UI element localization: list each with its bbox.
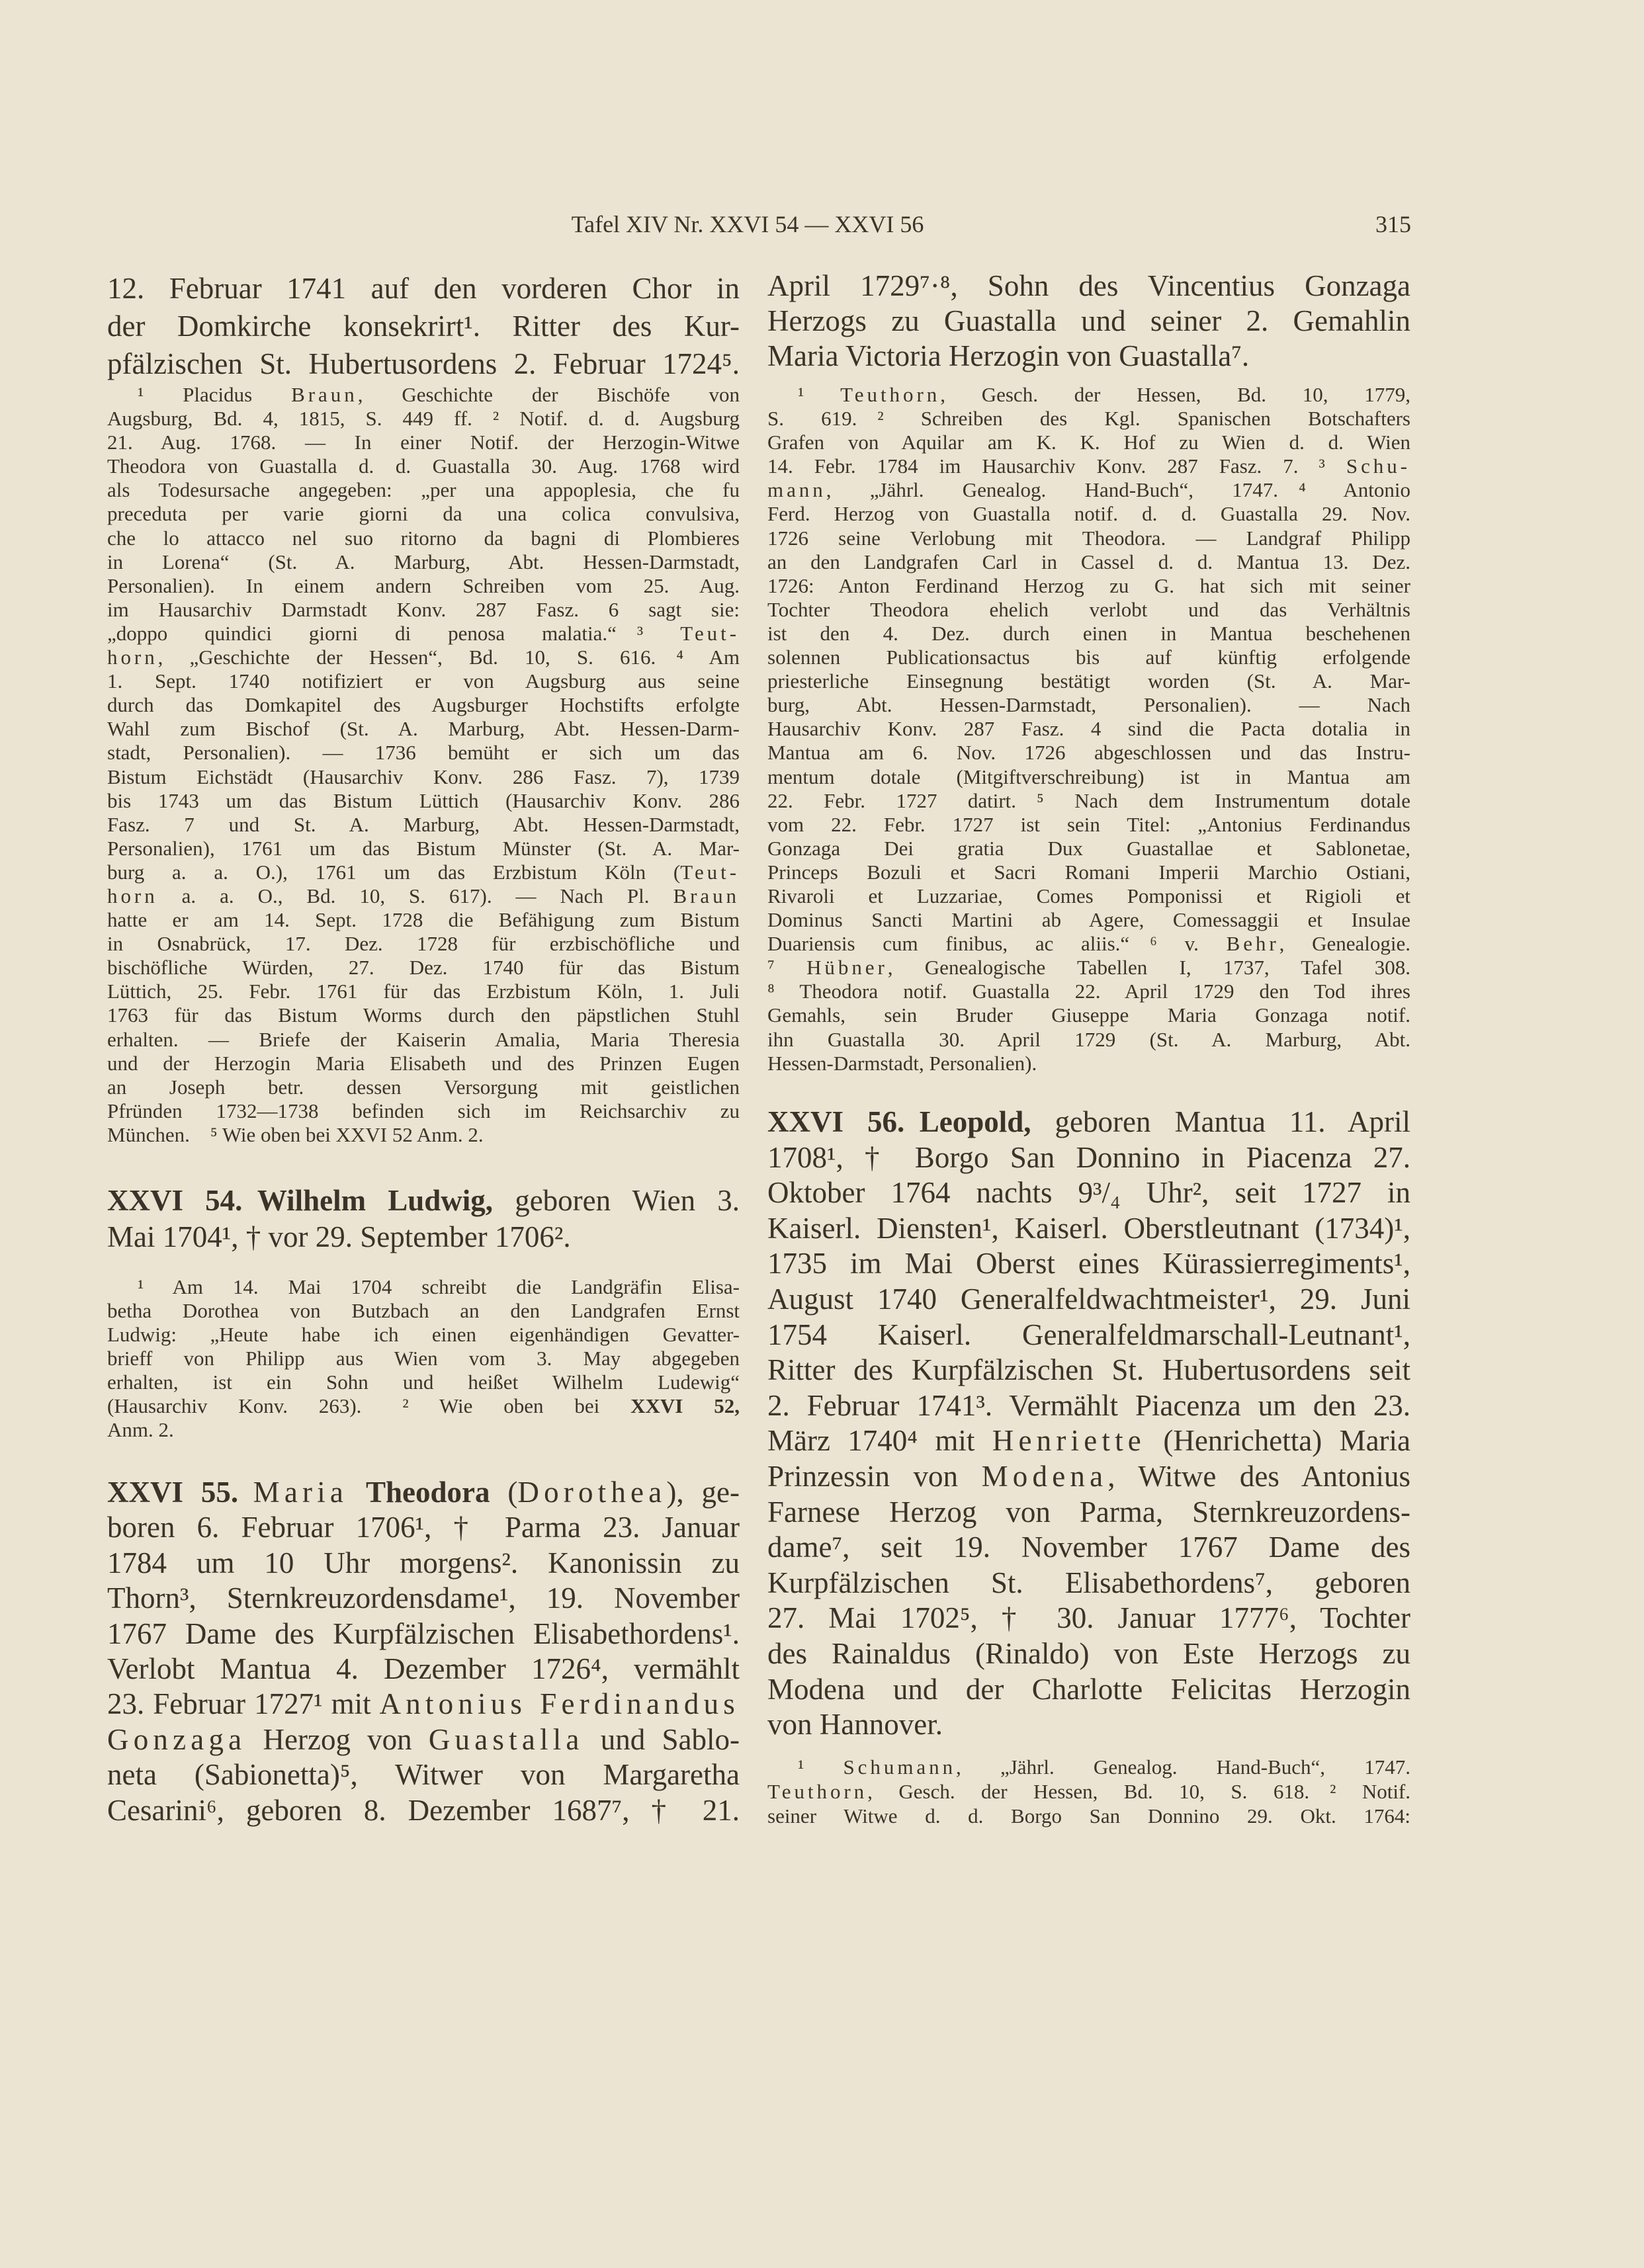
letterspaced-name: Schumann xyxy=(843,1755,957,1779)
entry-xxvi-55-continuation xyxy=(767,269,1410,374)
footnotes-xxvi-53 xyxy=(107,383,740,1147)
text-line: 1754 Kaiserl. Generalfeldmarschall-Leutnant¹, xyxy=(767,1318,1410,1351)
text-run: , „Jährl. Genealog. Hand-Buch“, 1747. xyxy=(956,1755,1410,1779)
text-line: 12. Februar 1741 auf den vorderen Chor in xyxy=(107,272,740,305)
text-line: Lüttich, 25. Febr. 1761 für das Erzbistum Köln, 1. Juli xyxy=(107,980,740,1003)
text-line: Ritter des Kurpfälzischen St. Hubertusordens seit xyxy=(767,1353,1410,1387)
text-run: , Witwe des Antonius xyxy=(1107,1459,1410,1493)
text-line: Anm. 2. xyxy=(107,1418,174,1441)
text-run: ), ge- xyxy=(666,1476,740,1509)
text-line: vom 22. Febr. 1727 ist sein Titel: „Antonius Ferdinandus xyxy=(767,812,1410,836)
text-run: , „Jährl. Genealog. Hand-Buch“, 1747. ⁴ Antonio xyxy=(826,478,1410,502)
letterspaced-name: Teuthorn xyxy=(840,383,941,406)
text-line: in Osnabrück, 17. Dez. 1728 für erzbischöfliche und xyxy=(107,932,740,956)
text-run: , Genealogische Tabellen I, 1737, Tafel 308. xyxy=(887,956,1410,980)
text-line: Verlobt Mantua 4. Dezember 1726⁴, vermählt xyxy=(107,1652,740,1685)
text-line xyxy=(107,1394,740,1418)
text-line: Rivaroli et Luzzariae, Comes Pomponissi et Rigioli et xyxy=(767,884,1410,907)
letterspaced-name: Braun xyxy=(291,383,358,406)
text-line: und der Herzogin Maria Elisabeth und des Prinzen Eugen xyxy=(107,1051,740,1075)
text-run: geboren Wien 3. xyxy=(493,1184,740,1217)
text-line: Mantua am 6. Nov. 1726 abgeschlossen und das Instru- xyxy=(767,741,1410,765)
text-line xyxy=(107,383,740,407)
text-line xyxy=(767,478,1410,502)
text-line: 1735 im Mai Oberst eines Kürassierregiments¹, xyxy=(767,1247,1410,1281)
text-line: ⁸ Theodora notif. Guastalla 22. April 1729 den Tod ihres xyxy=(767,980,1410,1003)
entry-xxvi-55 xyxy=(107,1475,740,1828)
letterspaced-name: Braun xyxy=(673,884,740,907)
text-line xyxy=(107,884,740,908)
text-line: 21. Aug. 1768. — In einer Notif. der Herzogin-Witwe xyxy=(107,431,740,454)
text-run xyxy=(348,1476,366,1509)
text-run: burg a. a. O.), 1761 um das Erzbistum Köln ( xyxy=(107,860,681,884)
text-run: und Sablo- xyxy=(584,1722,740,1756)
text-line: solennen Publicationsactus bis auf künftig erfolgende xyxy=(767,646,1410,669)
text-run: (Henrichetta) Maria xyxy=(1145,1424,1410,1458)
text-line xyxy=(107,622,740,646)
text-line: che lo attacco nel suo ritorno da bagni di Plombieres xyxy=(107,526,740,550)
text-line: 2. Februar 1741³. Vermählt Piacenza um den 23. xyxy=(767,1388,1410,1422)
text-line: erhalten, ist ein Sohn und heißet Wilhelm Ludewig“ xyxy=(107,1370,740,1394)
text-line xyxy=(767,932,1410,956)
footnotes-xxvi-54 xyxy=(107,1275,740,1442)
text-line: Gemahls, sein Bruder Giuseppe Maria Gonzaga notif. xyxy=(767,1003,1410,1027)
letterspaced-name: Hübner xyxy=(806,956,888,980)
text-line: priesterliche Einsegnung bestätigt worden (St. A. Mar- xyxy=(767,669,1410,693)
text-line: 1767 Dame des Kurpfälzischen Elisabethordens¹. xyxy=(107,1617,740,1650)
letterspaced-name: Behr xyxy=(1226,932,1279,956)
text-line: Grafen von Aquilar am K. K. Hof zu Wien d. d. Wien xyxy=(767,431,1410,454)
text-run: , „Geschichte der Hessen“, Bd. 10, S. 616. ⁴ Am xyxy=(157,646,740,669)
text-run: ⁷ xyxy=(767,956,807,980)
text-line: Kaiserl. Diensten¹, Kaiserl. Oberstleutnant (1734)¹, xyxy=(767,1211,1410,1245)
text-line: 1726: Anton Ferdinand Herzog zu G. hat sich mit seiner xyxy=(767,573,1410,597)
text-line: ¹ Am 14. Mai 1704 schreibt die Landgräfin Elisa- xyxy=(138,1275,740,1298)
text-line: boren 6. Februar 1706¹, † Parma 23. Januar xyxy=(107,1511,740,1544)
text-line: pfälzischen St. Hubertusordens 2. Februar 1724⁵. xyxy=(107,347,740,380)
text-line xyxy=(767,1755,1410,1779)
text-line: betha Dorothea von Butzbach an den Landgrafen Ernst xyxy=(107,1299,740,1322)
text-line xyxy=(767,956,1410,980)
text-line: an Joseph betr. dessen Versorgung mit geistlichen xyxy=(107,1075,740,1099)
text-line: preceduta per varie giorni da una colica convulsiva, xyxy=(107,502,740,526)
text-line: München. ⁵ Wie oben bei XXVI 52 Anm. 2. xyxy=(107,1122,484,1146)
text-line: dame⁷, seit 19. November 1767 Dame des xyxy=(767,1531,1410,1564)
entry-xxvi-54 xyxy=(107,1183,740,1255)
text-run: 23. Februar 1727¹ mit xyxy=(107,1687,380,1721)
text-run: „doppo quindici giorni di penosa malatia.“ ³ xyxy=(107,621,681,645)
letterspaced-name: Dorothea xyxy=(517,1476,667,1509)
text-line: Oktober 1764 nachts 9³/₄ Uhr², seit 1727 in xyxy=(767,1176,1410,1210)
text-line: durch das Domkapitel des Augsburger Hochstifts erfolgte xyxy=(107,693,740,717)
bold-text: XXVI 54. Wilhelm Ludwig, xyxy=(107,1184,494,1217)
text-line xyxy=(767,1105,1410,1140)
text-line: Hausarchiv Konv. 287 Fasz. 4 sind die Pacta dotalia in xyxy=(767,717,1410,741)
footnotes-xxvi-56 xyxy=(767,1755,1410,1828)
text-run: , Gesch. der Hessen, Bd. 10, 1779, xyxy=(940,383,1411,406)
text-line: mentum dotale (Mitgiftverschreibung) ist in Mantua am xyxy=(767,765,1410,788)
entry-xxvi-56 xyxy=(767,1105,1410,1743)
text-line: Pfründen 1732—1738 befinden sich im Reichsarchiv zu xyxy=(107,1099,740,1122)
text-line: Princeps Bozuli et Sacri Romani Imperii Marchio Ostiani, xyxy=(767,860,1410,884)
text-line xyxy=(107,861,740,884)
text-line: Personalien), 1761 um das Bistum Münster (St. A. Mar- xyxy=(107,836,740,860)
text-run: Prinzessin von xyxy=(767,1459,982,1493)
paragraph-continuation-xxvi-53 xyxy=(107,270,740,383)
text-line: Dominus Sancti Martini ab Agere, Comessaggii et Insulae xyxy=(767,908,1410,932)
bold-text: Theodora xyxy=(365,1476,490,1509)
text-line: Personalien). In einem andern Schreiben vom 25. Aug. xyxy=(107,573,740,597)
text-line xyxy=(767,1779,1410,1804)
text-line: Wahl zum Bischof (St. A. Marburg, Abt. Hessen-Darm- xyxy=(107,717,740,741)
text-line: Kurpfälzischen St. Elisabethordens⁷, geboren xyxy=(767,1566,1410,1599)
text-line: S. 619. ² Schreiben des Kgl. Spanischen Botschafters xyxy=(767,407,1410,431)
letterspaced-name: horn xyxy=(107,646,158,669)
text-line: an den Landgrafen Carl in Cassel d. d. Mantua 13. Dez. xyxy=(767,550,1410,573)
text-line: April 1729⁷·⁸, Sohn des Vincentius Gonzaga xyxy=(767,269,1410,302)
text-line xyxy=(107,1722,740,1757)
text-line: 27. Mai 1702⁵, † 30. Januar 1777⁶, Tochter xyxy=(767,1601,1410,1635)
text-line: stadt, Personalien). — 1736 bemüht er sich um das xyxy=(107,741,740,765)
text-line: Modena und der Charlotte Felicitas Herzogin xyxy=(767,1672,1410,1706)
text-line: neta (Sabionetta)⁵, Witwer von Margaretha xyxy=(107,1758,740,1792)
text-line: ist den 4. Dez. durch einen in Mantua beschehenen xyxy=(767,621,1410,645)
letterspaced-name: Guastalla xyxy=(428,1722,584,1756)
letterspaced-name: Teut- xyxy=(680,621,740,645)
text-run: (Hausarchiv Konv. 263). ² Wie oben bei xyxy=(107,1394,631,1417)
text-line: im Hausarchiv Darmstadt Konv. 287 Fasz. 6 sagt sie: xyxy=(107,597,740,621)
text-line: Bistum Eichstädt (Hausarchiv Konv. 286 Fasz. 7), 1739 xyxy=(107,765,740,788)
text-line xyxy=(767,1423,1410,1459)
text-line: Mai 1704¹, † vor 29. September 1706². xyxy=(107,1220,571,1253)
text-line: Augsburg, Bd. 4, 1815, S. 449 ff. ² Notif. d. d. Augsburg xyxy=(107,407,740,431)
text-line xyxy=(767,454,1410,478)
text-line: in Lorena“ (St. A. Marburg, Abt. Hessen-Darmstadt, xyxy=(107,550,740,573)
text-line: der Domkirche konsekrirt¹. Ritter des Kur- xyxy=(107,310,740,343)
bold-text: XXVI 55. xyxy=(107,1476,239,1509)
text-line: bischöfliche Würden, 27. Dez. 1740 für das Bistum xyxy=(107,956,740,980)
text-line: 22. Febr. 1727 datirt. ⁵ Nach dem Instrumentum dotale xyxy=(767,788,1410,812)
text-line: 1. Sept. 1740 notifiziert er von Augsburg aus seine xyxy=(107,669,740,693)
text-line: ihn Guastalla 30. April 1729 (St. A. Marburg, Abt. xyxy=(767,1027,1410,1051)
text-line: seiner Witwe d. d. Borgo San Donnino 29. Okt. 1764: xyxy=(767,1804,1410,1827)
text-line: Herzogs zu Guastalla und seiner 2. Gemahlin xyxy=(767,304,1410,337)
text-line: August 1740 Generalfeldwachtmeister¹, 29. Juni xyxy=(767,1282,1410,1316)
text-line: 1726 seine Verlobung mit Theodora. — Landgraf Philipp xyxy=(767,526,1410,550)
text-line: Maria Victoria Herzogin von Guastalla⁷. xyxy=(767,339,1250,372)
letterspaced-name: Teut- xyxy=(680,860,740,884)
text-run: ( xyxy=(490,1476,518,1509)
text-run: 14. Febr. 1784 im Hausarchiv Konv. 287 Fasz. 7. ³ xyxy=(767,454,1346,478)
letterspaced-name: Gonzaga xyxy=(107,1722,247,1756)
text-line: Ludwig: „Heute habe ich einen eigenhändigen Gevatter- xyxy=(107,1323,740,1346)
text-line: des Rainaldus (Rinaldo) von Este Herzogs zu xyxy=(767,1636,1410,1670)
letterspaced-name: Antonius Ferdinandus xyxy=(379,1687,740,1721)
text-line: Hessen-Darmstadt, Personalien). xyxy=(767,1051,1037,1075)
text-line: als Todesursache angegeben: „per una appoplesia, che fu xyxy=(107,478,740,502)
text-line: bis 1743 um das Bistum Lüttich (Hausarchiv Konv. 286 xyxy=(107,788,740,812)
text-line xyxy=(107,1183,740,1219)
letterspaced-name: Modena xyxy=(981,1459,1108,1493)
text-line: 1708¹, † Borgo San Donnino in Piacenza 27. xyxy=(767,1140,1410,1174)
text-run: ¹ xyxy=(798,383,841,406)
footnotes-xxvi-55 xyxy=(767,383,1410,1075)
text-line: Gonzaga Dei gratia Dux Guastallae et Sablonetae, xyxy=(767,836,1410,860)
text-run: a. a. O., Bd. 10, S. 617). — Nach Pl. xyxy=(157,884,673,907)
text-line: Fasz. 7 und St. A. Marburg, Abt. Hessen-Darmstadt, xyxy=(107,812,740,836)
text-line: Thorn³, Sternkreuzordensdame¹, 19. November xyxy=(107,1581,740,1615)
text-line xyxy=(107,646,740,669)
text-run xyxy=(238,1476,253,1509)
letterspaced-name: Maria xyxy=(253,1476,349,1509)
text-line: Farnese Herzog von Parma, Sternkreuzordens- xyxy=(767,1495,1410,1529)
text-run: , Gesch. der Hessen, Bd. 10, S. 618. ² Notif. xyxy=(867,1780,1410,1803)
page-number: 315 xyxy=(1375,211,1411,237)
text-run: geboren Mantua 11. April xyxy=(1031,1105,1410,1138)
text-run: ¹ Placidus xyxy=(138,383,292,406)
bold-text: XXVI 56. Leopold, xyxy=(767,1105,1031,1138)
letterspaced-name: Schu- xyxy=(1346,454,1410,478)
text-line: Cesarini⁶, geboren 8. Dezember 1687⁷, † 21. xyxy=(107,1793,740,1827)
text-line xyxy=(767,1459,1410,1495)
letterspaced-name: Henriette xyxy=(992,1424,1146,1458)
text-line xyxy=(767,383,1410,407)
text-line: burg, Abt. Hessen-Darmstadt, Personalien). — Nach xyxy=(767,693,1410,717)
text-line: 1784 um 10 Uhr morgens². Kanonissin zu xyxy=(107,1546,740,1579)
text-line: 1763 für das Bistum Worms durch den päpstlichen Stuhl xyxy=(107,1003,740,1027)
letterspaced-name: horn xyxy=(107,884,158,907)
letterspaced-name: mann xyxy=(767,478,826,502)
text-line: hatte er am 14. Sept. 1728 die Befähigung zum Bistum xyxy=(107,908,740,932)
letterspaced-name: Teuthorn xyxy=(767,1780,868,1803)
bold-text: XXVI 52, xyxy=(630,1394,740,1417)
text-line: Theodora von Guastalla d. d. Guastalla 30. Aug. 1768 wird xyxy=(107,454,740,478)
text-run: , Genealogie. xyxy=(1279,932,1410,956)
text-run: Herzog von xyxy=(246,1722,429,1756)
text-line: brieff von Philipp aus Wien vom 3. May abgegeben xyxy=(107,1347,740,1370)
text-run: , Geschichte der Bischöfe von xyxy=(357,383,740,406)
text-line: erhalten. — Briefe der Kaiserin Amalia, Maria Theresia xyxy=(107,1027,740,1051)
running-title: Tafel XIV Nr. XXVI 54 — XXVI 56 xyxy=(571,211,924,237)
text-run: März 1740⁴ mit xyxy=(767,1424,992,1458)
text-line: Ferd. Herzog von Guastalla notif. d. d. Guastalla 29. Nov. xyxy=(767,502,1410,526)
text-run: Duariensis cum finibus, ac aliis.“ ⁶ v. xyxy=(767,932,1227,956)
text-line: Tochter Theodora ehelich verlobt und das Verhältnis xyxy=(767,597,1410,621)
text-line xyxy=(107,1475,740,1510)
text-run: ¹ xyxy=(798,1755,844,1779)
text-line: von Hannover. xyxy=(767,1708,943,1742)
text-line xyxy=(107,1687,740,1722)
